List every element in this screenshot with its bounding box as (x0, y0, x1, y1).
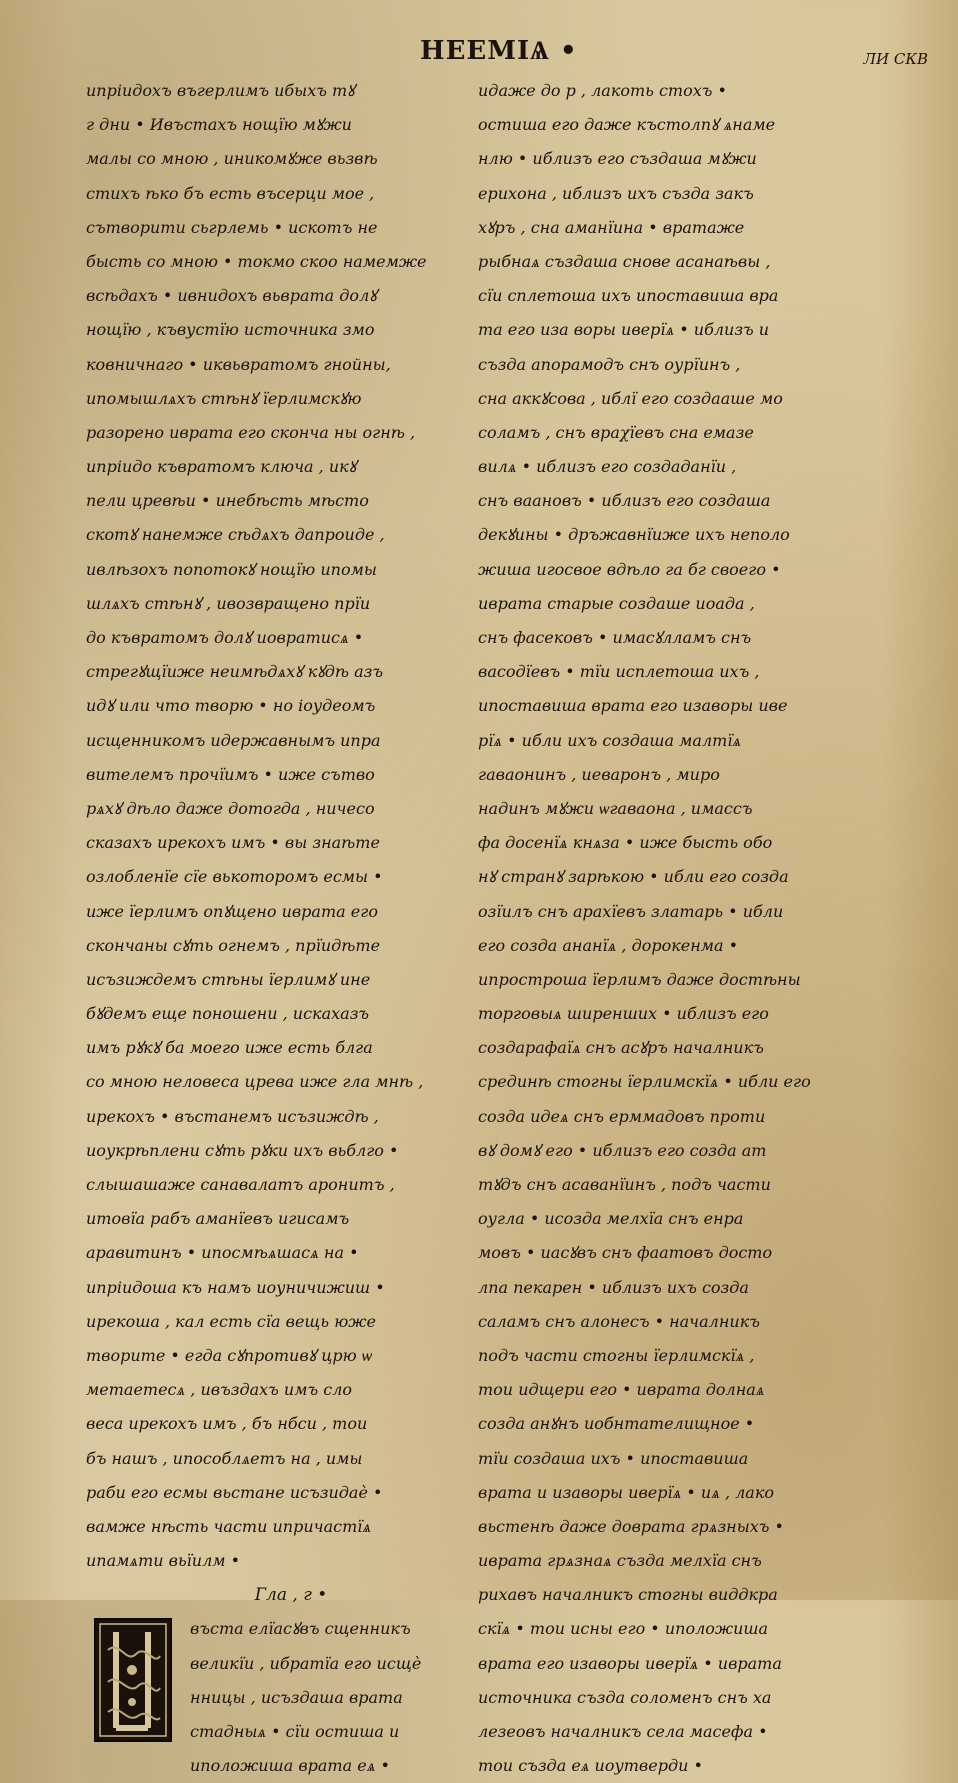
text-line: създа апорамодъ снъ оурїинъ , (478, 354, 741, 374)
text-line: жиша игосвое вдѣло га бг своего • (478, 559, 781, 579)
text-line: саламъ снъ алонесъ • началникъ (478, 1311, 760, 1331)
text-line: раби его есмы вьстане исъзидаѐ • (86, 1482, 383, 1502)
text-line: вꙋ домꙋ его • иблизъ его созда ат (478, 1140, 767, 1160)
text-line: ковничнаго • иквьвратомъ гнойны, (86, 354, 391, 374)
text-line: гаваонинъ , иеваронъ , миро (478, 764, 720, 784)
text-line: идꙋ или что творю • но іоудеомъ (86, 696, 376, 716)
text-line: до къвратомъ долꙋ иовратисѧ • (86, 628, 364, 647)
text-line: иже ïерлимъ опꙋщено иврата его (86, 901, 378, 921)
text-line: аравитинъ • ипосмѣѧшасѧ на • (86, 1243, 359, 1263)
text-line: тꙋдъ снъ асаванїинъ , подъ части (478, 1175, 771, 1194)
text-line: метаетесѧ , ивъздахъ имъ сло (86, 1380, 353, 1400)
text-line: вителемъ прочїимъ • иже сътво (86, 764, 375, 784)
text-line: врата его изаворы иверїѧ • иврата (478, 1653, 782, 1673)
text-line: снъ фасековъ • имасꙋлламъ снъ (478, 628, 752, 647)
text-line: торговыѧ ширенших • иблизъ его (478, 1004, 769, 1024)
chapter-opening (86, 1612, 456, 1776)
text-line: ирекохъ • въстанемъ исъзиждѣ , (86, 1106, 379, 1126)
text-line: шлѧхъ стѣнꙋ , ивозвращено прїи (86, 593, 371, 613)
text-line: исъзиждемъ стѣны ïерлимꙋ ине (86, 969, 371, 989)
page-header (0, 30, 958, 70)
text-line: ипростроша ïерлимъ даже достѣны (478, 969, 801, 989)
text-line: ипріидохъ въгерлимъ ибыхъ тꙋ (86, 81, 355, 100)
text-line: декꙋины • дръжавнїиже ихъ неполо (478, 525, 790, 545)
text-line: ерихона , иблизъ ихъ създа закъ (478, 183, 754, 203)
text-line: соламъ , снъ враχїевъ сна емазе (478, 422, 754, 442)
text-line: въста елїасꙋвъ сщенникъ (190, 1619, 411, 1639)
text-line: идаже до р , лакоть стохъ • (478, 81, 727, 100)
text-line: нощїю , къвустїю источника змо (86, 320, 375, 340)
text-line: рыбнаѧ създаша снове асанаѣвы , (478, 251, 771, 271)
text-line: ипріидоша къ намъ иоуничижиш • (86, 1277, 385, 1297)
text-line: стрегꙋщїиже неимѣдѧхꙋ кꙋдѣ азъ (86, 662, 384, 682)
text-line: рѧхꙋ дѣло даже дотогда , ничесо (86, 798, 375, 818)
text-line: стадныѧ • сїи остиша и (190, 1722, 400, 1741)
text-line: вилѧ • иблизъ его создаданїи , (478, 457, 737, 477)
left-column (86, 74, 456, 1776)
text-line: вьстенѣ даже доврата грѧзныхъ • (478, 1516, 784, 1536)
text-line: ипріидо къвратомъ ключа , икꙋ (86, 457, 357, 477)
text-line: скїѧ • тои исны его • иположиша (478, 1619, 769, 1639)
text-line: тои създа еѧ иоутверди • (478, 1756, 703, 1776)
text-line: рїѧ • ибли ихъ создаша малтїѧ (478, 730, 742, 750)
text-line: ирекоша , кал есть сїа вещь юже (86, 1311, 376, 1331)
text-line: веса ирекохъ имъ , бъ нбси , тои (86, 1414, 368, 1434)
text-line: ивлѣзохъ попотокꙋ нощїю ипомы (86, 559, 377, 579)
text-line: та его иза воры иверїѧ • иблизъ и (478, 320, 770, 340)
text-line: бꙋдемъ еще поношени , искахазъ (86, 1004, 370, 1024)
text-line: созда идеѧ снъ ерммадовъ проти (478, 1106, 766, 1126)
text-line: сїи сплетоша ихъ ипоставиша вра (478, 286, 779, 306)
text-line: вамже нѣсть части ипричастїѧ (86, 1516, 372, 1536)
text-line: тїи создаша ихъ • ипоставиша (478, 1448, 749, 1468)
text-line: ипоставиша врата его изаворы иве (478, 696, 788, 716)
text-line: снъ ваановъ • иблизъ его создаша (478, 491, 771, 511)
text-line: надинъ мꙋжи ѡгаваона , имассъ (478, 798, 753, 818)
text-line: остиша его даже къстолпꙋ ѧнаме (478, 115, 776, 135)
text-line: иврата грѧзнаѧ създа мелхїа снъ (478, 1551, 762, 1571)
text-line: созда анꙋнъ иобнтателищное • (478, 1414, 755, 1434)
decorated-initial-icon (94, 1618, 172, 1742)
text-line: оугла • исозда мелхїа снъ енра (478, 1209, 744, 1229)
text-line: озїилъ снъ арахїевъ златарь • ибли (478, 901, 784, 921)
text-line: подъ части стогны ïерлимскїѧ , (478, 1345, 755, 1365)
text-line: нницы , исъздаша врата (190, 1687, 403, 1707)
text-line: иврата старые создаше иоада , (478, 593, 755, 613)
text-line: сътворити сьгрлемь • искотъ не (86, 217, 378, 237)
text-line: нлю • иблизъ его създаша мꙋжи (478, 149, 757, 169)
text-line: лпа пекарен • иблизъ ихъ созда (478, 1277, 749, 1297)
text-line: лезеовъ началникъ села масефа • (478, 1722, 768, 1741)
text-line: фа досенїѧ кнѧза • иже бысть обо (478, 833, 773, 853)
text-line: слышашаже санавалатъ аронитъ , (86, 1175, 395, 1194)
text-line: озлобленїе сїе вькоторомъ есмы • (86, 867, 383, 887)
text-line: иположиша врата еѧ • (190, 1756, 390, 1776)
text-line: ипамѧти вьїилм • (86, 1551, 241, 1571)
text-line: создарафаїѧ снъ асꙋръ началникъ (478, 1038, 764, 1058)
text-line: ипомышлѧхъ стѣнꙋ ïерлимскꙋю (86, 388, 362, 408)
text-line: стихъ ѣко бъ есть въсерци мое , (86, 183, 375, 203)
chapter-heading: Гла , г • (254, 1585, 328, 1606)
right-column (478, 74, 864, 1783)
text-line: г дни • Ивъстахъ нощїю мꙋжи (86, 115, 352, 135)
text-line: хꙋръ , сна аманїина • вратаже (478, 217, 745, 237)
text-line: пели цревѣи • инебѣсть мѣсто (86, 491, 369, 511)
text-line: со мною неловеса црева иже гла мнѣ , (86, 1072, 424, 1092)
text-line: итовїа рабъ аманїевъ игисамъ (86, 1209, 350, 1229)
text-line: малы со мною , иникомꙋже вьзвѣ (86, 149, 378, 169)
text-line: великїи , ибратїа его исщѐ (190, 1653, 422, 1673)
text-line: его созда ананїѧ , дорокенма • (478, 935, 739, 955)
text-line: бысть со мною • токмо скоо намемже (86, 251, 427, 271)
text-line: творите • егда сꙋпротивꙋ црю ѡ (86, 1345, 373, 1365)
text-line: скотꙋ нанемже сѣдѧхъ дапроиде , (86, 525, 385, 545)
text-line: бъ нашъ , ипособлѧетъ на , имы (86, 1448, 363, 1468)
text-line: сна аккꙋсова , иблї его создааше мо (478, 388, 783, 408)
text-line: разорено иврата его сконча ны огнѣ , (86, 422, 416, 442)
folio-number: ЛИ СКВ (863, 50, 928, 68)
text-line: нꙋ странꙋ зарѣкою • ибли его созда (478, 867, 789, 887)
running-head: НЕЕМІѦ • (420, 36, 578, 66)
text-line: скончаны сꙋть огнемъ , прїидѣте (86, 935, 381, 955)
text-line: источника създа соломенъ снъ ха (478, 1687, 772, 1707)
text-line: мовъ • иасꙋвъ снъ фаатовъ досто (478, 1243, 773, 1263)
text-line: врата и изаворы иверїѧ • иѧ , лако (478, 1482, 775, 1502)
text-line: васодїевъ • тїи исплетоша ихъ , (478, 662, 760, 682)
text-line: всѣдахъ • ивнидохъ вьврата долꙋ (86, 286, 377, 306)
text-line: рихавъ началникъ стогны виддкра (478, 1585, 778, 1605)
text-line: иоукрѣплени сꙋть рꙋки ихъ вьблго • (86, 1140, 399, 1160)
text-line: имъ рꙋкꙋ ба моего иже есть блга (86, 1038, 373, 1058)
text-line: сказахъ ирекохъ имъ • вы знаѣте (86, 833, 380, 853)
text-line: тои идщери его • иврата долнаѧ (478, 1380, 765, 1400)
text-line: срединѣ стогны ïерлимскїѧ • ибли его (478, 1072, 811, 1092)
text-line: исщенникомъ идержавнымъ ипра (86, 730, 381, 750)
